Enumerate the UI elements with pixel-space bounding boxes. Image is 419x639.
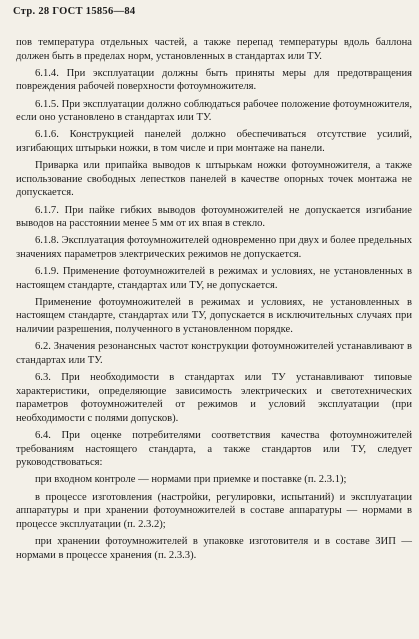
paragraph: 6.1.9. Применение фотоумножителей в режимах и условиях, не установленных в настоящем стандарте, стандартах или ТУ, не допускается.: [16, 266, 412, 291]
paragraph: 6.1.7. При пайке гибких выводов фотоумножителей не допускается изгибание выводов на расстоянии менее 5 мм от их впая в стекло.: [16, 204, 412, 230]
page-header: Стр. 28 ГОСТ 15856—84: [13, 6, 136, 17]
paragraph: 6.1.6. Конструкцией панелей должно обеспечиваться отсутствие усилий, изгибающих штырьки ножки, в том числе и при монтаже на панели.: [16, 129, 412, 154]
paragraph: 6.3. При необходимости в стандартах или ТУ устанавливают типовые характеристики, определяющие зависимость электрических и светотехнических параметров фотоумножителей от режимов и условий эксплуатации (при необходимости с полями допусков).: [16, 372, 412, 424]
paragraph: пов температура отдельных частей, а также перепад температуры вдоль баллона должен быть в пределах норм, установленных в стандартах или ТУ.: [16, 37, 412, 62]
paragraph: 6.1.8. Эксплуатация фотоумножителей одновременно при двух и более предельных значениях параметров электрических режимов не допускается.: [16, 235, 412, 260]
paragraph: при хранении фотоумножителей в упаковке изготовителя и в составе ЗИП — нормами в процессе хранения (п. 2.3.3).: [16, 535, 412, 561]
paragraph: 6.1.4. При эксплуатации должны быть приняты меры для предотвращения повреждения рабочей поверхности фотоумножителя.: [16, 67, 412, 93]
paragraph: Применение фотоумножителей в режимах и условиях, не установленных в настоящем стандарте, стандартах или ТУ, допускается в исключительных случаях при наличии разрешения, полученного в установленном порядке.: [16, 296, 412, 336]
paragraph: 6.4. При оценке потребителями соответствия качества фотоумножителей требованиям настоящего стандарта, а также стандартов или ТУ, следует руководствоваться:: [16, 429, 412, 469]
paragraph: 6.1.5. При эксплуатации должно соблюдаться рабочее положение фотоумножителя, если оно установлено в стандартах или ТУ.: [16, 98, 412, 124]
paragraph: в процессе изготовления (настройки, регулировки, испытаний) и эксплуатации аппаратуры и при хранении фотоумножителей в составе аппаратуры — нормами в процессе эксплуатации (п. 2.3.2);: [16, 491, 412, 530]
paragraph: Приварка или припайка выводов к штырькам ножки фотоумножителя, а также использование свободных лепестков панелей в качестве опорных точек монтажа не допускается.: [16, 160, 412, 199]
paragraph: при входном контроле — нормами при приемке и поставке (п. 2.3.1);: [35, 474, 347, 486]
paragraph: 6.2. Значения резонансных частот конструкции фотоумножителей устанавливают в стандартах или ТУ.: [16, 341, 412, 366]
document-body: [16, 36, 412, 566]
